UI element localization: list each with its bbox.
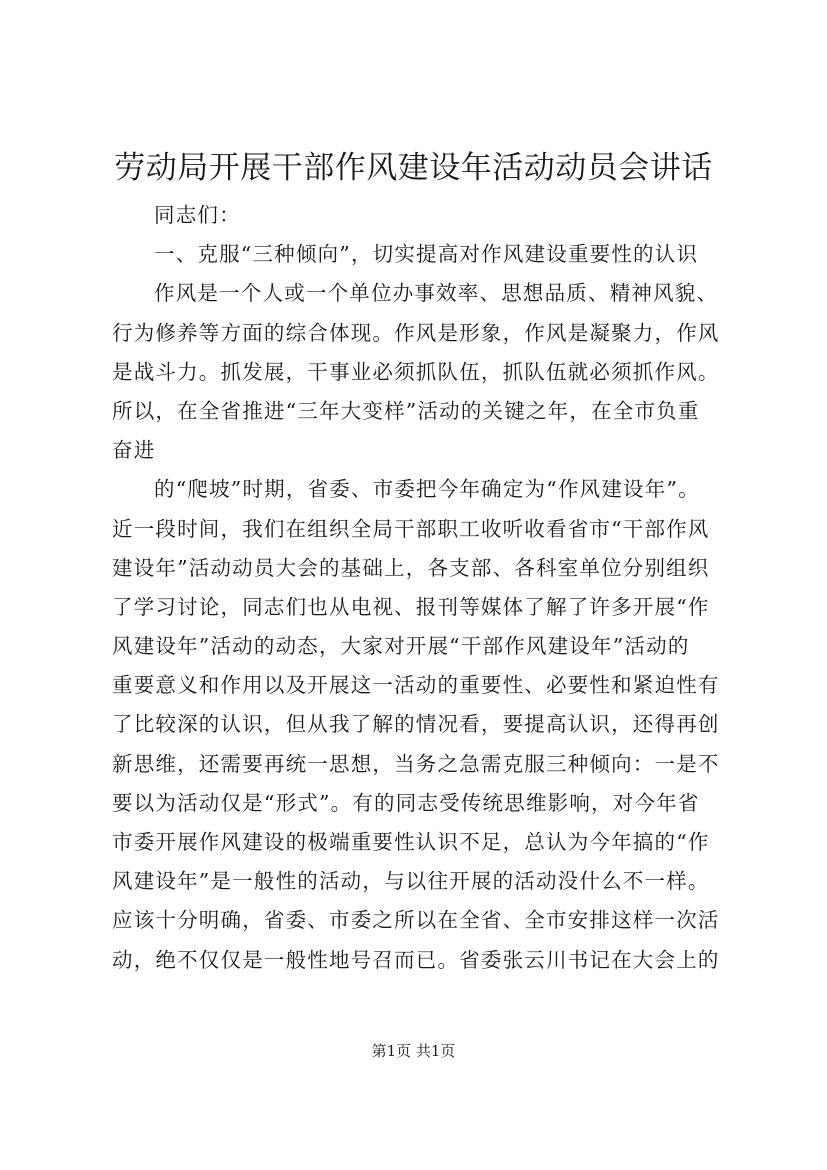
paragraph-line: 所以，在全省推进“三年大变样”活动的关键之年，在全市负重 bbox=[112, 398, 700, 423]
paragraph-line: 奋进 bbox=[112, 438, 156, 463]
paragraph-line: 动，绝不仅仅是一般性地号召而已。省委张云川书记在大会上的 bbox=[112, 947, 720, 972]
paragraph-line: 建设年”活动动员大会的基础上，各支部、各科室单位分别组织 bbox=[112, 555, 710, 580]
paragraph-line: 行为修养等方面的综合体现。作风是形象，作风是凝聚力，作风 bbox=[112, 320, 720, 345]
paragraph-line: 的“爬坡”时期，省委、市委把今年确定为“作风建设年”。 bbox=[154, 477, 700, 502]
document-body bbox=[112, 196, 730, 980]
paragraph-line: 近一段时间，我们在组织全局干部职工收听收看省市“干部作风 bbox=[112, 516, 710, 541]
paragraph-line: 应该十分明确，省委、市委之所以在全省、全市安排这样一次活 bbox=[112, 908, 720, 933]
salutation-line: 同志们： bbox=[154, 203, 241, 227]
paragraph-line: 风建设年”活动的动态，大家对开展“干部作风建设年”活动的 bbox=[112, 634, 690, 659]
paragraph-line: 了比较深的认识，但从我了解的情况看，要提高认识，还得再创 bbox=[112, 712, 720, 737]
page-number-footer: 第1页 共1页 bbox=[371, 1042, 456, 1060]
paragraph-line: 重要意义和作用以及开展这一活动的重要性、必要性和紧迫性有 bbox=[112, 673, 720, 698]
paragraph-line: 要以为活动仅是“形式”。有的同志受传统思维影响，对今年省 bbox=[112, 790, 700, 815]
section-heading: 一、克服“三种倾向”，切实提高对作风建设重要性的认识 bbox=[154, 242, 699, 267]
paragraph-line: 风建设年”是一般性的活动，与以往开展的活动没什么不一样。 bbox=[112, 869, 710, 894]
paragraph-line: 作风是一个人或一个单位办事效率、思想品质、精神风貌、 bbox=[154, 281, 719, 306]
paragraph-line: 新思维，还需要再统一思想，当务之急需克服三种倾向：一是不 bbox=[112, 751, 720, 776]
paragraph-line: 市委开展作风建设的极端重要性认识不足，总认为今年搞的“作 bbox=[112, 830, 710, 854]
document-title: 劳动局开展干部作风建设年活动动员会讲话 bbox=[114, 150, 713, 186]
paragraph-line: 了学习讨论，同志们也从电视、报刊等媒体了解了许多开展“作 bbox=[112, 594, 710, 619]
paragraph-line: 是战斗力。抓发展，干事业必须抓队伍，抓队伍就必须抓作风。 bbox=[112, 359, 720, 384]
